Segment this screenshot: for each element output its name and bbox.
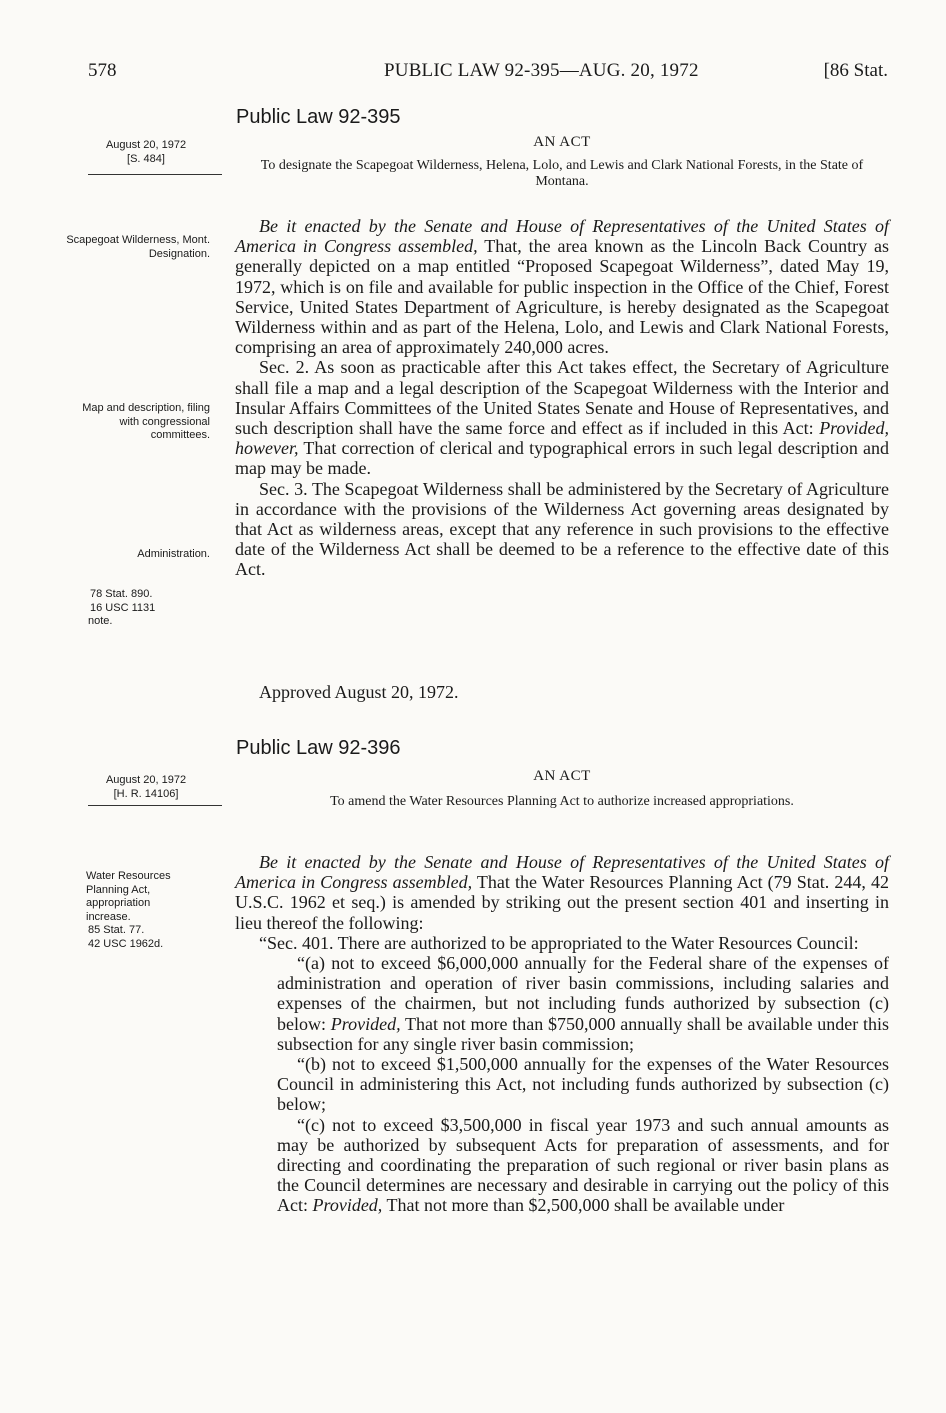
law-title-92-396: Public Law 92-396: [236, 737, 401, 759]
law1-bill-number: [S. 484]: [127, 153, 165, 165]
law2-sec401: “Sec. 401. There are authorized to be appropriated to the Water Resources Council:: [259, 932, 859, 953]
margin-note-water-resources: [40, 870, 190, 951]
law1-section-2: [235, 357, 889, 478]
law2-item-c-proviso: Provided,: [312, 1195, 383, 1216]
law2-date-rule: [88, 805, 222, 806]
law1-approved: Approved August 20, 1972.: [259, 682, 459, 702]
citation-85-stat: 85 Stat. 77.: [88, 924, 145, 936]
margin-note-administration: Administration.: [137, 548, 210, 560]
law2-date: August 20, 1972: [105, 774, 187, 786]
law2-item-c: [235, 1115, 889, 1216]
law2-bill-number: [H. R. 14106]: [113, 788, 179, 800]
law2-body: [235, 852, 889, 1216]
law2-purpose: To amend the Water Resources Planning Act to authorize increased appropriations.: [330, 794, 794, 809]
law1-sec2-proviso: Provided, however,: [235, 418, 889, 459]
law2-intro-text: That the Water Resources Planning Act (79 Stat. 244, 42 U.S.C. 1962 et seq.) is amended by striking out the present section 401 and inserting in lieu thereof the following:: [235, 872, 889, 933]
law1-sec3-label: Sec. 3.: [259, 478, 308, 499]
law1-section-1: [235, 216, 889, 357]
law2-item-a-tail: That not more than $750,000 annually shall be available under this subsection for any single river basin commission;: [277, 1013, 889, 1054]
law-title-92-395: Public Law 92-395: [236, 106, 401, 128]
law1-date-block: [70, 138, 222, 166]
citation-note: note.: [88, 615, 113, 627]
law1-an-act: AN ACT: [533, 134, 591, 150]
law1-sec3-text: The Scapegoat Wilderness shall be administered by the Secretary of Agriculture in accordance with the provisions of the Wilderness Act governing areas designated by that Act as wilderness areas, except that any reference in such provisions to the effective date of the Wilderness Act shall be deemed to be a reference to the effective date of this Act.: [235, 478, 889, 580]
citation-42-usc: 42 USC 1962d.: [88, 937, 164, 950]
law1-sec2-text: As soon as practicable after this Act takes effect, the Secretary of Agriculture shall file a map and a legal description of the Scapegoat Wilderness with the Interior and Insular Affairs Committees of the United States Senate and House of Representatives, and such description shall have the same force and effect as if included in this Act:: [235, 357, 889, 439]
statute-reference: [86 Stat.: [823, 60, 888, 81]
margin-note-citations: [40, 588, 190, 629]
law1-date-rule: [88, 174, 222, 175]
law2-an-act: AN ACT: [533, 768, 591, 784]
citation-78-stat: 78 Stat. 890.: [90, 588, 153, 600]
law1-sec2-tail: That correction of clerical and typographical errors in such legal description and map may be made.: [235, 438, 889, 479]
law2-intro: [235, 852, 889, 933]
law1-sec2-label: Sec. 2.: [259, 357, 310, 378]
law2-item-c-tail: That not more than $2,500,000 shall be available under: [386, 1195, 785, 1216]
law2-item-a: [235, 953, 889, 1054]
law2-item-b: “(b) not to exceed $1,500,000 annually for the expenses of the Water Resources Council in administering this Act, not including funds authorized by subsection (c) below;: [277, 1054, 889, 1115]
citation-16-usc: 16 USC 1131: [90, 601, 156, 614]
margin-note-map-filing: Map and description, filing with congressional committees.: [82, 402, 210, 441]
page-header: [88, 60, 888, 88]
law2-item-a-text: “(a) not to exceed $6,000,000 annually for the Federal share of the expenses of administration and operation of river basin commissions, including salaries and expenses of the chairmen, but not including funds authorized by subsection (c) below:: [277, 953, 889, 1034]
law1-section-3: [235, 479, 889, 580]
law2-item-a-proviso: Provided,: [330, 1013, 401, 1034]
page-number: 578: [88, 60, 117, 81]
law1-sec1-text: That, the area known as the Lincoln Back Country as generally depicted on a map entitled “Proposed Scapegoat Wilderness”, dated May 19, 1972, which is on file and available for public inspection in the Office of the Chief, Forest Service, United States Department of Agriculture, is hereby designated as the Scapegoat Wilderness within and as part of the Helena, Lolo, and Lewis and Clark National Forests, comprising an area of approximately 240,000 acres.: [235, 236, 889, 358]
law2-item-c-text: “(c) not to exceed $3,500,000 in fiscal year 1973 and such annual amounts as may be authorized by subsequent Acts for preparation of assessments, and for directing and coordinating the preparation of such regional or river basin plans as the Council determines are necessary and desirable in carrying out the policy of this Act:: [277, 1114, 889, 1216]
law1-body: [235, 216, 889, 580]
law2-enacting-clause: Be it enacted by the Senate and House of Representatives of the United States of America in Congress assembled,: [235, 852, 889, 893]
law2-date-block: [70, 773, 222, 801]
law1-enacting-clause: Be it enacted by the Senate and House of Representatives of the United States of America in Congress assembled,: [235, 216, 889, 257]
margin-note-designation: Scapegoat Wilderness, Mont. Designation.: [66, 234, 210, 260]
law1-purpose: To designate the Scapegoat Wilderness, Helena, Lolo, and Lewis and Clark National Forests, in the State of Montana.: [260, 158, 864, 189]
running-title: PUBLIC LAW 92-395—AUG. 20, 1972: [384, 60, 699, 81]
margin-note-water-subject: Water Resources Planning Act, appropriation increase.: [86, 870, 171, 923]
law1-date: August 20, 1972: [105, 139, 187, 151]
